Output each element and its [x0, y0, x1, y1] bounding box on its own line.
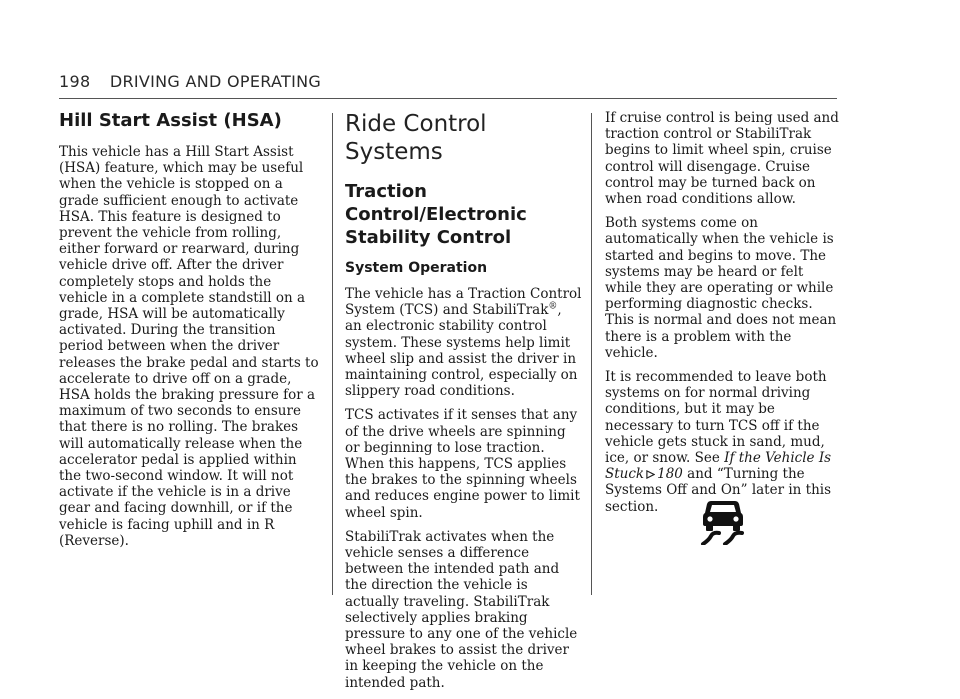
registered-mark: ® [548, 301, 558, 312]
tcs-intro-text-b: , an electronic stability control system. These systems help limit wheel slip and assist the driver in maintaining control, especially on slippery road conditions. [345, 302, 578, 400]
systems-automatic-paragraph: Both systems come on automatically when the vehicle is started and begins to move. The systems may be heard or felt while they are operating or while performing diagnostic checks. This is normal and does not mean there is a problem with the vehicle. [605, 215, 837, 361]
hsa-heading: Hill Start Assist (HSA) [59, 110, 282, 131]
column-1 [59, 110, 321, 557]
column-3 [605, 110, 841, 523]
stabilitrak-paragraph: StabiliTrak activates when the vehicle senses a difference between the intended path and the direction the vehicle is actually traveling. StabiliTrak selectively applies braking pressure to any one of the vehicle wheel brakes to assist the driver in keeping the vehicle on the intended path. [345, 528, 578, 691]
column-divider-1 [332, 113, 333, 595]
page-number: 198 [59, 72, 91, 91]
column-divider-2 [591, 113, 592, 595]
stuck-vehicle-page[interactable]: 180 [657, 466, 683, 483]
column-2 [345, 110, 582, 699]
page-reference-icon [646, 470, 655, 479]
ride-control-heading: Ride Control Systems [345, 111, 487, 165]
tcs-intro-text-a: The vehicle has a Traction Control System (TCS) and StabiliTrak [345, 286, 582, 319]
tcs-activation-paragraph: TCS activates if it senses that any of the drive wheels are spinning or beginning to lose traction. When this happens, TCS applies the brakes to the spinning wheels and reduces engine power to limit wheel spin. [345, 407, 580, 521]
recommendation-text-a: It is recommended to leave both systems on for normal driving conditions, but it may be necessary to turn TCS off if the vehicle gets stuck in sand, mud, ice, or snow. See [605, 369, 827, 467]
recommendation-text-b: and “Turning the Systems Off and On” later in this section. [605, 466, 832, 515]
page-header [59, 72, 321, 91]
system-operation-heading: System Operation [345, 260, 488, 276]
header-rule [59, 98, 837, 99]
stuck-vehicle-link[interactable]: If the Vehicle Is Stuck [605, 450, 832, 483]
hsa-paragraph: This vehicle has a Hill Start Assist (HSA) feature, which may be useful when the vehicle is stopped on a grade sufficient enough to activate HSA. This feature is designed to prevent the vehicle from rolling, either forward or rearward, during vehicle drive off. After the driver completely stops and holds the vehicle in a complete standstill on a grade, HSA will be automatically activated. During the transition period between when the driver releases the brake pedal and starts to accelerate to drive off on a grade, HSA holds the braking pressure for a maximum of two seconds to ensure that there is no rolling. The brakes will automatically release when the accelerator pedal is applied within the two-second window. It will not activate if the vehicle is in a drive gear and facing downhill, or if the vehicle is facing uphill and in R (Reverse). [59, 144, 319, 549]
traction-control-skid-icon [699, 497, 747, 545]
traction-control-heading: Traction Control/Electronic Stability Control [345, 181, 527, 248]
cruise-control-paragraph: If cruise control is being used and traction control or StabiliTrak begins to limit wheel spin, cruise control will disengage. Cruise control may be turned back on when road conditions allow. [605, 110, 839, 208]
recommendation-paragraph [605, 369, 841, 515]
section-title: DRIVING AND OPERATING [109, 72, 322, 91]
tcs-intro-paragraph [345, 286, 582, 399]
